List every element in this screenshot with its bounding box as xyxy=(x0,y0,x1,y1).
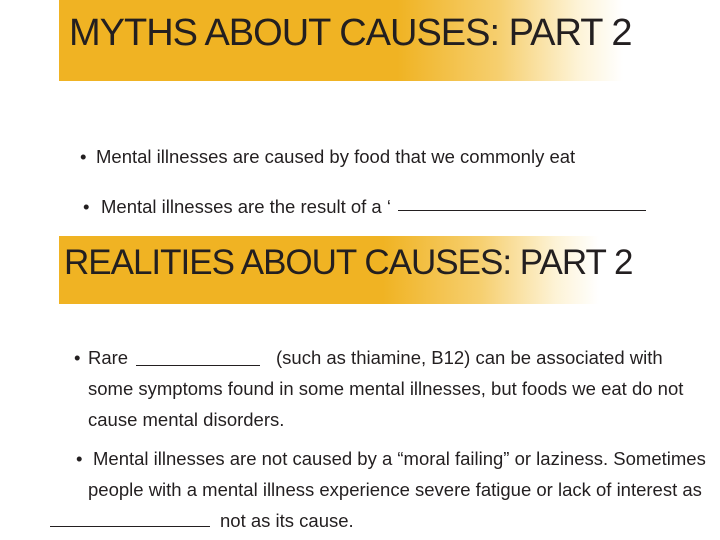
reality-item-1-line-2: some symptoms found in some mental illnesses, but foods we eat do not xyxy=(88,378,684,399)
realities-title: REALITIES ABOUT CAUSES: PART 2 xyxy=(64,243,633,282)
reality-item-2-line-2: people with a mental illness experience severe fatigue or lack of interest as xyxy=(88,479,702,500)
bullet-icon: • xyxy=(80,146,87,167)
myth-item-1: Mental illnesses are caused by food that we commonly eat xyxy=(96,146,576,167)
fill-in-blank xyxy=(398,210,646,211)
bullet-icon: • xyxy=(83,196,90,217)
myths-banner xyxy=(59,0,632,81)
bullet-icon: • xyxy=(74,347,81,368)
reality-item-1-line-3: cause mental disorders. xyxy=(88,409,285,430)
reality-item-2-line-3: not as its cause. xyxy=(220,510,354,531)
reality-item-2-line-1: Mental illnesses are not caused by a “moral failing” or laziness. Sometimes xyxy=(93,448,706,469)
myths-title: MYTHS ABOUT CAUSES: PART 2 xyxy=(69,12,632,54)
myth-item-2: Mental illnesses are the result of a ‘ xyxy=(101,196,391,217)
realities-banner xyxy=(59,236,633,304)
reality-item-1-cont: (such as thiamine, B12) can be associated with xyxy=(276,347,663,368)
reality-item-1-start: Rare xyxy=(88,347,129,368)
fill-in-blank xyxy=(136,365,260,366)
fill-in-blank xyxy=(50,526,210,527)
bullet-icon: • xyxy=(76,448,83,469)
